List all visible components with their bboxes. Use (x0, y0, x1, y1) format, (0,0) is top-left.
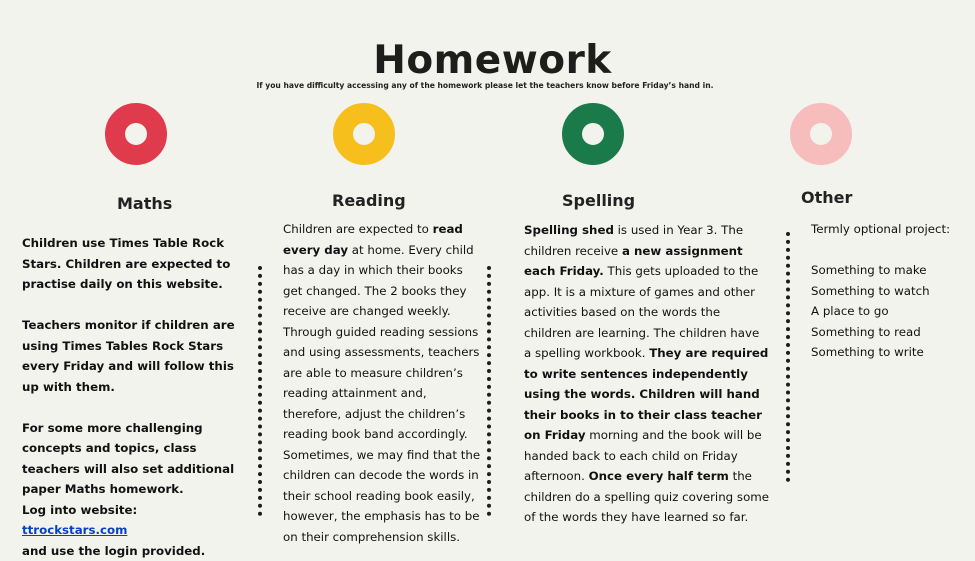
maths-login-line: Log into website: ttrockstars.com (22, 500, 242, 541)
maths-heading: Maths (117, 194, 172, 213)
column-divider (786, 232, 790, 482)
column-divider (487, 266, 491, 516)
other-intro: Termly optional project: (811, 219, 971, 240)
spelling-heading: Spelling (562, 191, 635, 210)
other-item: Something to read (811, 322, 971, 343)
maths-text (22, 233, 242, 561)
other-ring-icon (790, 103, 852, 165)
spelling-text: Spelling shed is used in Year 3. The children receive a new assignment each Friday. This gets uploaded to the app. It is a mixture of games and other activities based on the words the children are learning. The children have a spelling workbook. They are required to write sentences independently using the words. Children will hand their books in to their class teacher on Friday morning and the book will be handed back to each child on Friday afternoon. Once every half term the children do a spelling quiz covering some of the words they have learned so far. (524, 220, 770, 528)
ttrockstars-link[interactable]: ttrockstars.com (22, 523, 127, 537)
reading-text: Children are expected to read every day at home. Every child has a day in which their books get changed. The 2 books they receive are changed weekly. Through guided reading sessions and using assessments, teachers are able to measure children’s reading attainment and, therefore, adjust the children’s reading book band accordingly. Sometimes, we may find that the children can decode the words in their school reading book easily, however, the emphasis has to be on their comprehension skills. (283, 219, 483, 547)
other-item: Something to write (811, 342, 971, 363)
reading-ring-icon (333, 103, 395, 165)
reading-heading: Reading (332, 191, 406, 210)
other-item: Something to make (811, 260, 971, 281)
other-heading: Other (801, 188, 852, 207)
maths-paragraph: Children use Times Table Rock Stars. Children are expected to practise daily on this website. (22, 233, 242, 295)
other-text (811, 219, 971, 363)
maths-login-instruction: and use the login provided. (22, 541, 242, 561)
page-subtitle: If you have difficulty accessing any of the homework please let the teachers know before Friday’s hand in. (0, 81, 970, 90)
other-item: Something to watch (811, 281, 971, 302)
maths-paragraph: Teachers monitor if children are using Times Tables Rock Stars every Friday and will follow this up with them. (22, 315, 242, 397)
page-title: Homework (0, 38, 975, 83)
maths-ring-icon (105, 103, 167, 165)
other-item: A place to go (811, 301, 971, 322)
column-divider (258, 266, 262, 516)
maths-paragraph: For some more challenging concepts and topics, class teachers will also set additional paper Maths homework. (22, 418, 242, 500)
spelling-ring-icon (562, 103, 624, 165)
